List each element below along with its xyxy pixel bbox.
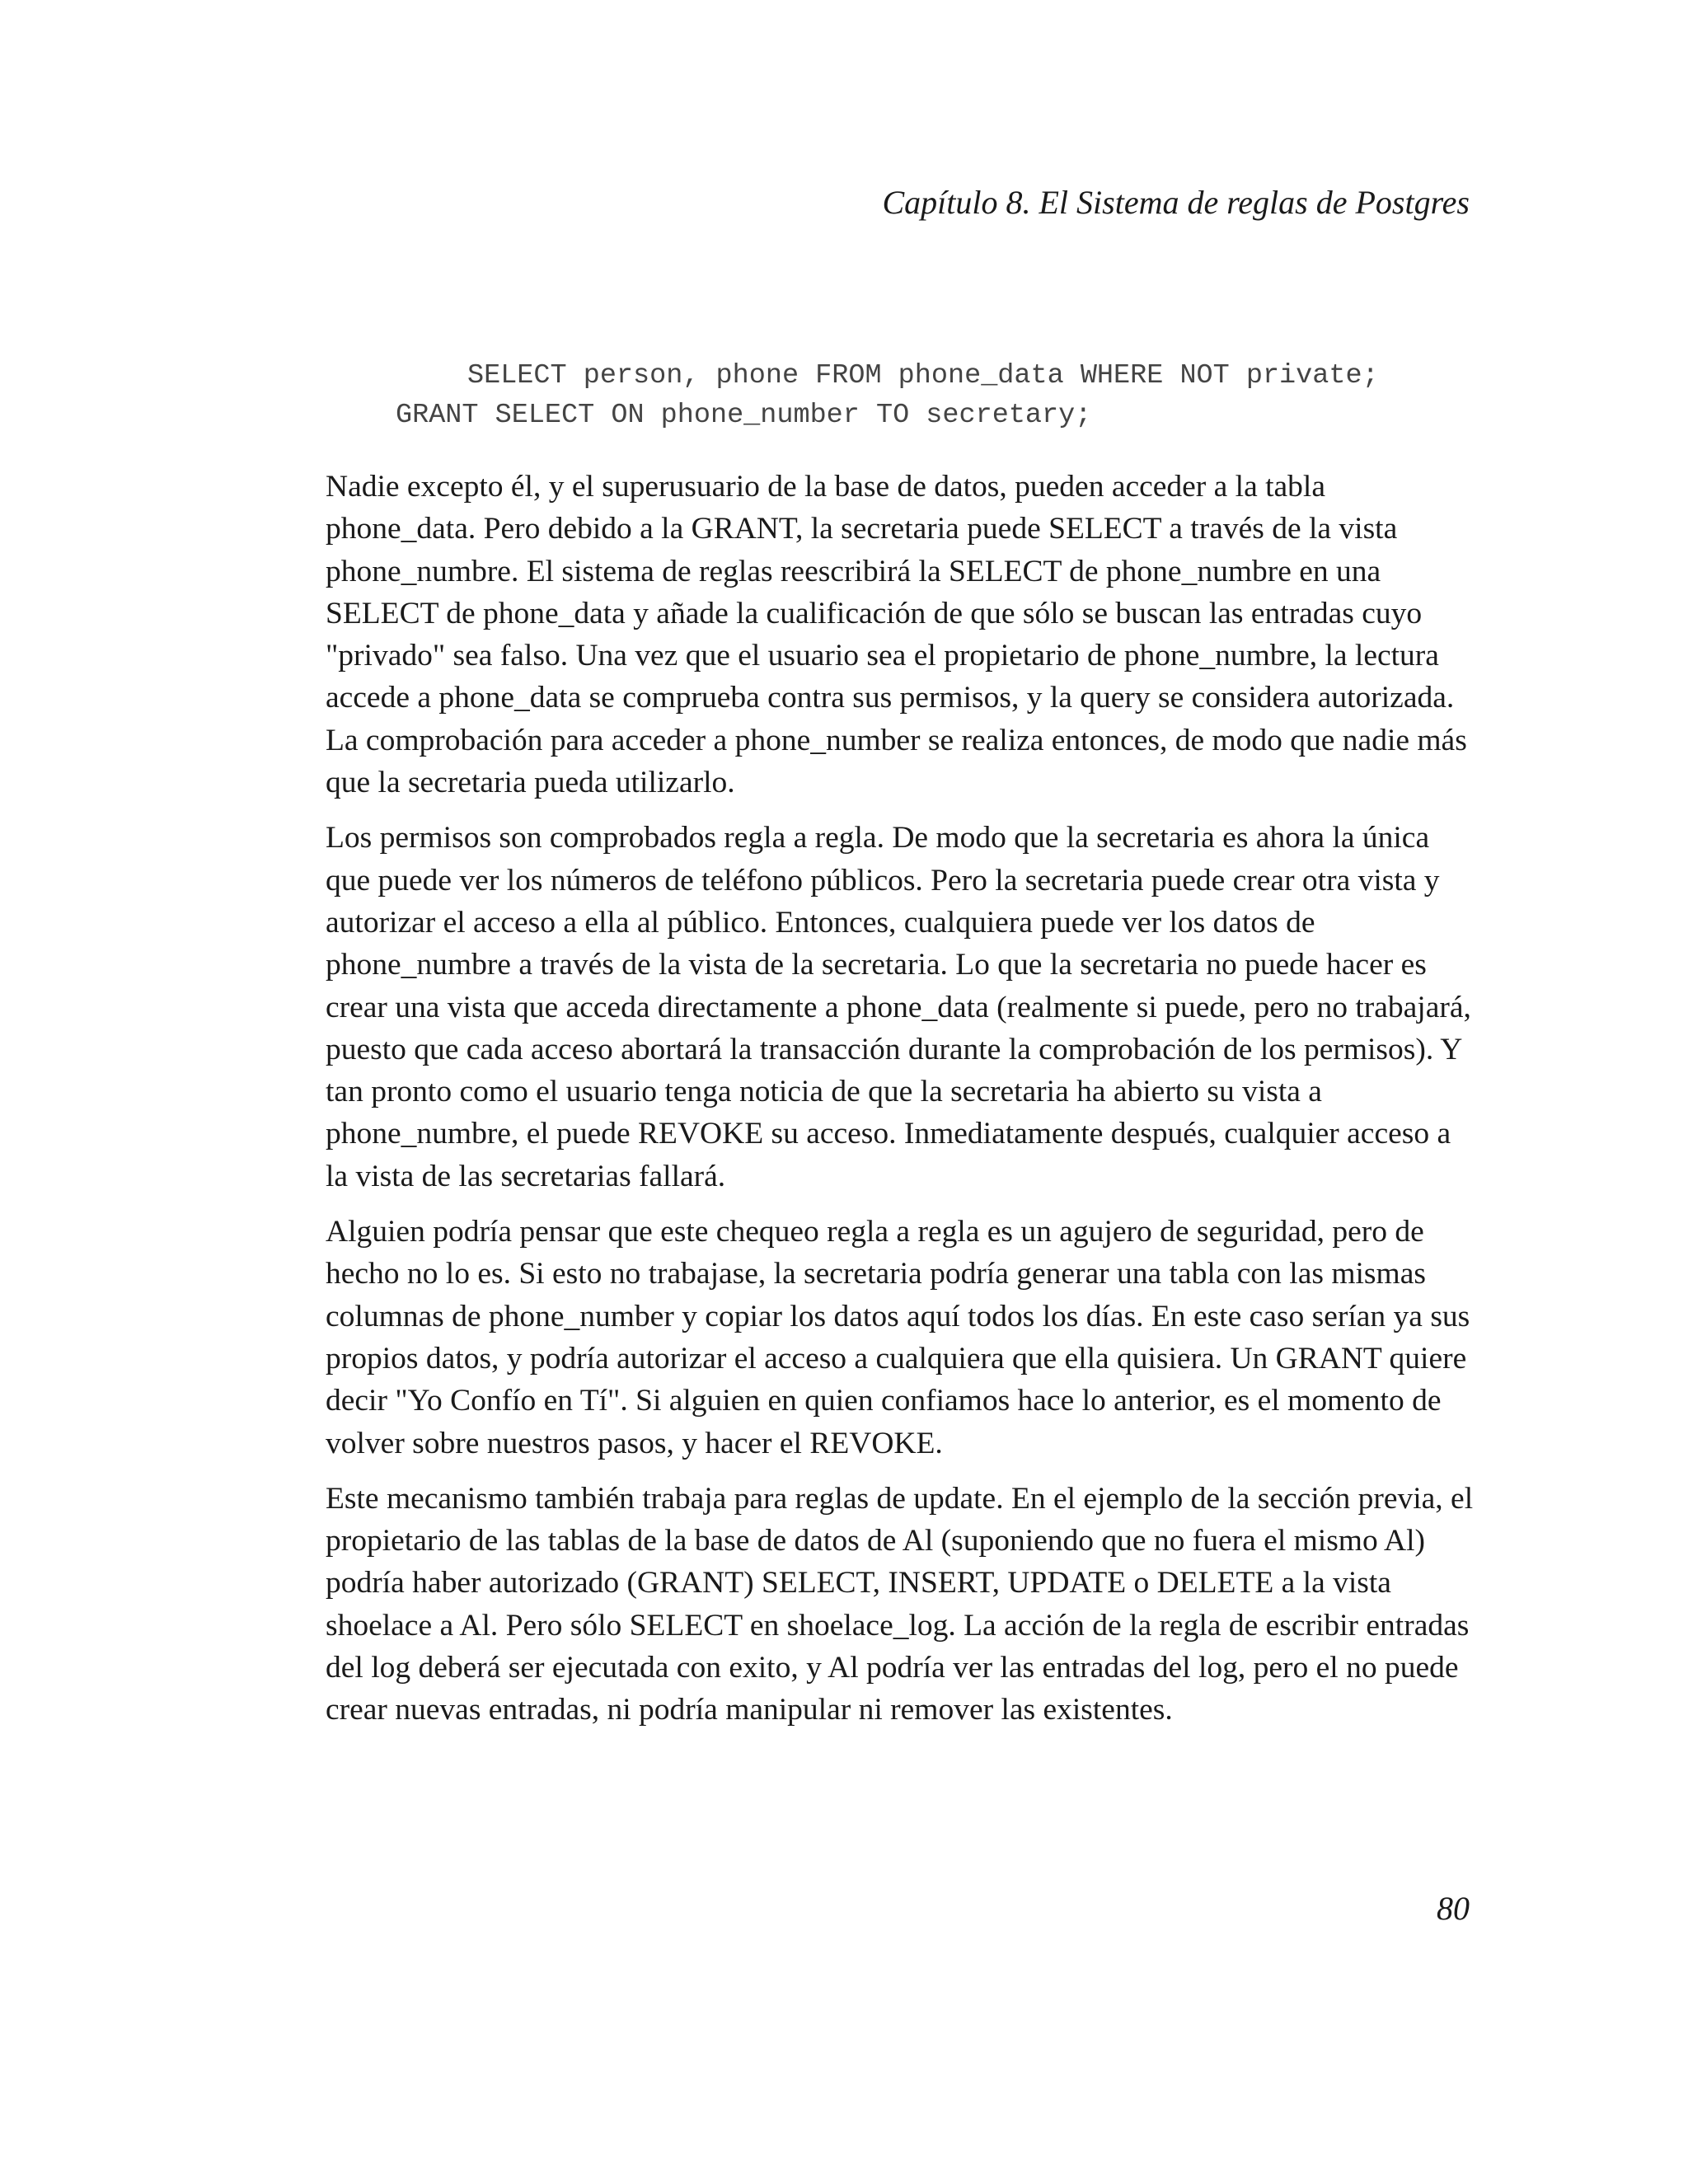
chapter-header: Capítulo 8. El Sistema de reglas de Postgres (882, 184, 1470, 221)
code-line: GRANT SELECT ON phone_number TO secretary; (396, 400, 1092, 431)
paragraph: Nadie excepto él, y el superusuario de la base de datos, pueden acceder a la tabla phone_data. Pero debido a la GRANT, la secretaria puede SELECT a través de la vista phone_numbre. El sistema de reglas reescribirá la SELECT de phone_numbre en una SELECT de phone_data y añade la cualificación de que sólo se buscan las entradas cuyo "privado" sea falso. Una vez que el usuario sea el propietario de phone_numbre, la lectura accede a phone_data se comprueba contra sus permisos, y la query se considera autorizada. La comprobación para acceder a phone_number se realiza entonces, de modo que nadie más que la secretaria pueda utilizarlo. (326, 470, 1467, 800)
paragraph: Alguien podría pensar que este chequeo regla a regla es un agujero de seguridad, pero de hecho no lo es. Si esto no trabajase, la secretaria podría generar una tabla con las mismas columnas de phone_number y copiar los datos aquí todos los días. En este caso serían ya sus propios datos, y podría autorizar el acceso a cualquiera que ella quisiera. Un GRANT quiere decir "Yo Confío en Tí". Si alguien en quien confiamos hace lo anterior, es el momento de volver sobre nuestros pasos, y hacer el REVOKE. (326, 1215, 1470, 1460)
body-text (326, 466, 1475, 1745)
paragraph: Los permisos son comprobados regla a regla. De modo que la secretaria es ahora la única que puede ver los números de teléfono públicos. Pero la secretaria puede crear otra vista y autorizar el acceso a ella al público. Entonces, cualquiera puede ver los datos de phone_numbre a través de la vista de la secretaria. Lo que la secretaria no puede hacer es crear una vista que acceda directamente a phone_data (realmente si puede, pero no trabajará, puesto que cada acceso abortará la transacción durante la comprobación de los permisos). Y tan pronto como el usuario tenga noticia de que la secretaria ha abierto su vista a phone_numbre, el puede REVOKE su acceso. Inmediatamente después, cualquier acceso a la vista de las secretarias fallará. (326, 821, 1471, 1193)
code-block (396, 356, 1379, 435)
page-number: 80 (1437, 1890, 1470, 1927)
paragraph: Este mecanismo también trabaja para reglas de update. En el ejemplo de la sección previa, el propietario de las tablas de la base de datos de Al (suponiendo que no fuera el mismo Al) podría haber autorizado (GRANT) SELECT, INSERT, UPDATE o DELETE a la vista shoelace a Al. Pero sólo SELECT en shoelace_log. La acción de la regla de escribir entradas del log deberá ser ejecutada con exito, y Al podría ver las entradas del log, pero el no puede crear nuevas entradas, ni podría manipular ni remover las existentes. (326, 1481, 1474, 1727)
code-line: SELECT person, phone FROM phone_data WHERE NOT private; (467, 360, 1379, 391)
